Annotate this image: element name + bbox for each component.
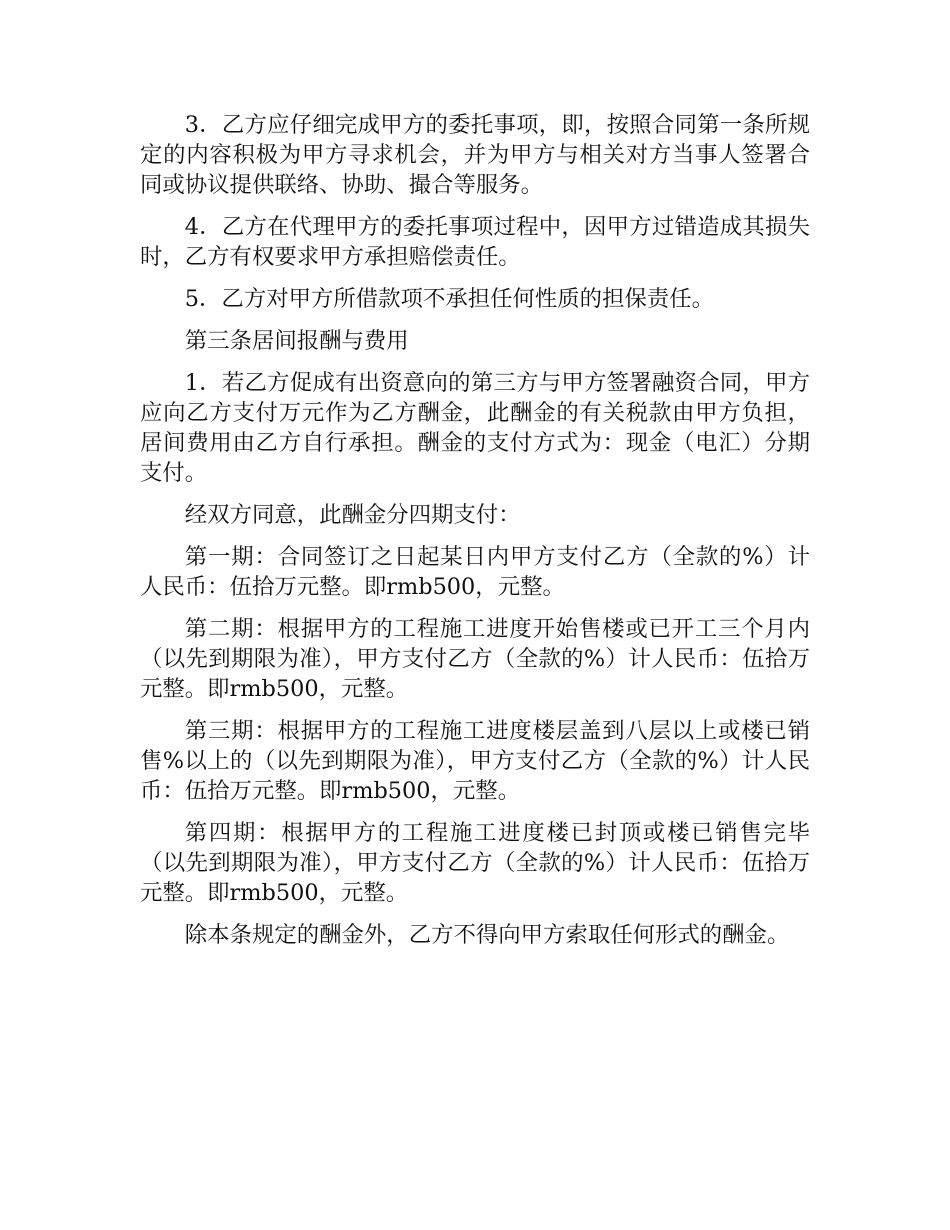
closing-paragraph: 除本条规定的酬金外，乙方不得向甲方索取任何形式的酬金。	[184, 922, 790, 948]
installment-4-paragraph: 第四期：根据甲方的工程施工进度楼已封顶或楼已销售完毕（以先到期限为准），甲方支付乙方（全款的%）计人民币：伍拾万元整。即rmb500，元整。	[140, 820, 810, 906]
document-body	[140, 110, 810, 962]
installment-intro-paragraph: 经双方同意，此酬金分四期支付：	[184, 502, 521, 528]
clause-3-paragraph: 3．乙方应仔细完成甲方的委托事项，即，按照合同第一条所规定的内容积极为甲方寻求机会，并为甲方与相关对方当事人签署合同或协议提供联络、协助、撮合等服务。	[140, 112, 810, 198]
installment-1-paragraph: 第一期：合同签订之日起某日内甲方支付乙方（全款的%）计人民币：伍拾万元整。即rmb500，元整。	[140, 544, 810, 600]
article-3-clause-1-paragraph: 1．若乙方促成有出资意向的第三方与甲方签署融资合同，甲方应向乙方支付万元作为乙方酬金，此酬金的有关税款由甲方负担，居间费用由乙方自行承担。酬金的支付方式为：现金（电汇）分期支付。	[140, 370, 810, 486]
clause-4-paragraph: 4．乙方在代理甲方的委托事项过程中，因甲方过错造成其损失时，乙方有权要求甲方承担赔偿责任。	[140, 214, 810, 270]
article-3-heading: 第三条居间报酬与费用	[184, 328, 409, 354]
clause-5-paragraph: 5．乙方对甲方所借款项不承担任何性质的担保责任。	[184, 286, 715, 312]
installment-3-paragraph: 第三期：根据甲方的工程施工进度楼层盖到八层以上或楼已销售%以上的（以先到期限为准），甲方支付乙方（全款的%）计人民币：伍拾万元整。即rmb500，元整。	[140, 718, 810, 804]
installment-2-paragraph: 第二期：根据甲方的工程施工进度开始售楼或已开工三个月内（以先到期限为准），甲方支付乙方（全款的%）计人民币：伍拾万元整。即rmb500，元整。	[140, 616, 810, 702]
